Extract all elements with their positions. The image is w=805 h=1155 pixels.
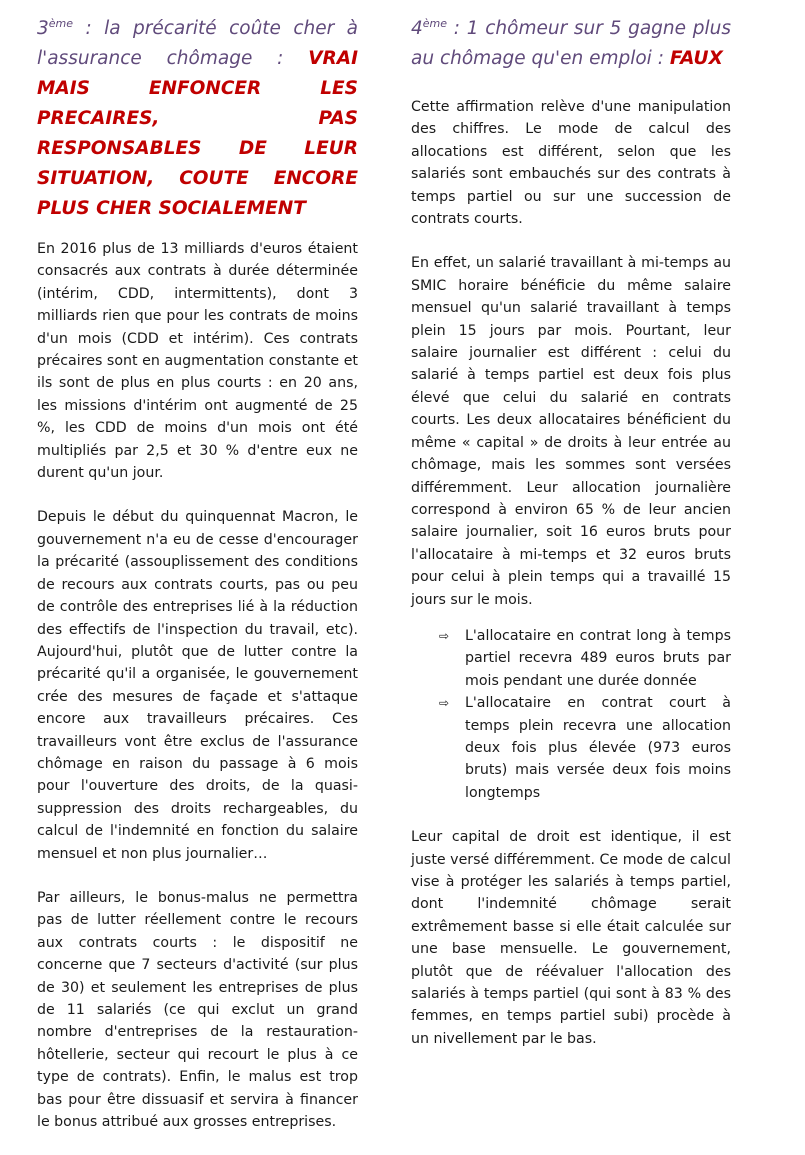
paragraph: Cette affirmation relève d'une manipulation des chiffres. Le mode de calcul des allocations est différent, selon que les salariés sont embauchés sur des contrats à temps partiel ou sur une succession de contrats courts. [411, 99, 731, 228]
paragraph: Leur capital de droit est identique, il est juste versé différemment. Ce mode de calcul vise à protéger les salariés à temps partiel, dont l'indemnité chômage serait extrêmement basse si elle était calculée sur une base mensuelle. Le gouvernement, plutôt que de réévaluer l'allocation des salariés à temps partiel (qui sont à 83 % des femmes, en temps partiel subi) procède à un nivellement par le bas. [411, 829, 731, 1047]
paragraph: Par ailleurs, le bonus-malus ne permettra pas de lutter réellement contre le recours aux contrats courts : le dispositif ne concerne que 7 secteurs d'activité (sur plus de 30) et seulement les entreprises de plus de 11 salariés (ce qui exclut un grand nombre d'entreprises de la restauration-hôtellerie, secteur qui recourt le plus à ce type de contrats). Enfin, le malus est trop bas pour être dissuasif et servira à financer le bonus attribué aux grosses entreprises. [37, 889, 358, 1131]
paragraph: En effet, un salarié travaillant à mi-temps au SMIC horaire bénéficie du même salaire mensuel qu'un salarié travaillant à temps plein 15 jours par mois. Pourtant, leur salaire journalier est différent : celui du salarié à temps partiel est deux fois plus élevé que celui du salarié en contrats courts. Les deux allocataires bénéficient du même « capital » de droits à leur entrée au chômage, mais les sommes sont versées différemment. Leur allocation journalière correspond à environ 65 % de leur ancien salaire journalier, soit 16 euros bruts pour l'allocataire à mi-temps et 32 euros bruts pour celui à plein temps qui a travaillé 15 jours sur le mois. [411, 255, 731, 608]
list-item [411, 692, 731, 804]
heading-superscript: ème [48, 16, 74, 30]
list-item-text: L'allocataire en contrat court à temps plein recevra une allocation deux fois plus élevée (973 euros bruts) mais versée deux fois moins longtemps [465, 695, 731, 801]
right-column [411, 14, 731, 1072]
section-heading-3 [37, 14, 358, 224]
bullet-list [411, 625, 731, 804]
list-item [411, 625, 731, 692]
heading-title: : la précarité coûte cher à l'assurance chômage : [37, 18, 358, 69]
left-column [37, 14, 358, 1155]
paragraph: Depuis le début du quinquennat Macron, le gouvernement n'a eu de cesse d'encourager la précarité (assouplissement des conditions de recours aux contrats courts, pas ou peu de contrôle des entreprises lié à la réduction des effectifs de l'inspection du travail, etc). Aujourd'hui, plutôt que de lutter contre la précarité qu'il a organisée, le gouvernement crée des mesures de façade et s'attaque encore aux travailleurs précaires. Ces travailleurs vont être exclus de l'assurance chômage en raison du passage à 6 mois pour l'ouverture des droits, de la quasi-suppression des droits rechargeables, du calcul de l'indemnité en fonction du salaire mensuel et non plus journalier… [37, 509, 358, 862]
section-heading-4 [411, 14, 731, 74]
heading-superscript: ème [422, 16, 448, 30]
heading-ordinal: 3 [37, 18, 49, 39]
list-item-text: L'allocataire en contrat long à temps partiel recevra 489 euros bruts par mois pendant une durée donnée [465, 627, 731, 689]
heading-title: : 1 chômeur sur 5 gagne plus au chômage qu'en emploi : [411, 18, 731, 69]
arrow-right-outline-icon: ⇨ [439, 628, 450, 643]
heading-verdict: FAUX [669, 48, 723, 69]
paragraph: En 2016 plus de 13 milliards d'euros étaient consacrés aux contrats à durée déterminée (intérim, CDD, intermittents), dont 3 milliards rien que pour les contrats de moins d'un mois (CDD et intérim). Ces contrats précaires sont en augmentation constante et ils sont de plus en plus courts : en 20 ans, les missions d'intérim ont augmenté de 25 %, les CDD de moins d'un mois ont été multipliés par 2,5 et 30 % d'entre eux ne durent qu'un jour. [37, 241, 358, 482]
arrow-right-outline-icon: ⇨ [439, 696, 450, 711]
heading-ordinal: 4 [411, 18, 423, 39]
heading-verdict: VRAI MAIS ENFONCER LES PRECAIRES, PAS RESPONSABLES DE LEUR SITUATION, COUTE ENCORE PLUS CHER SOCIALEMENT [37, 48, 358, 219]
